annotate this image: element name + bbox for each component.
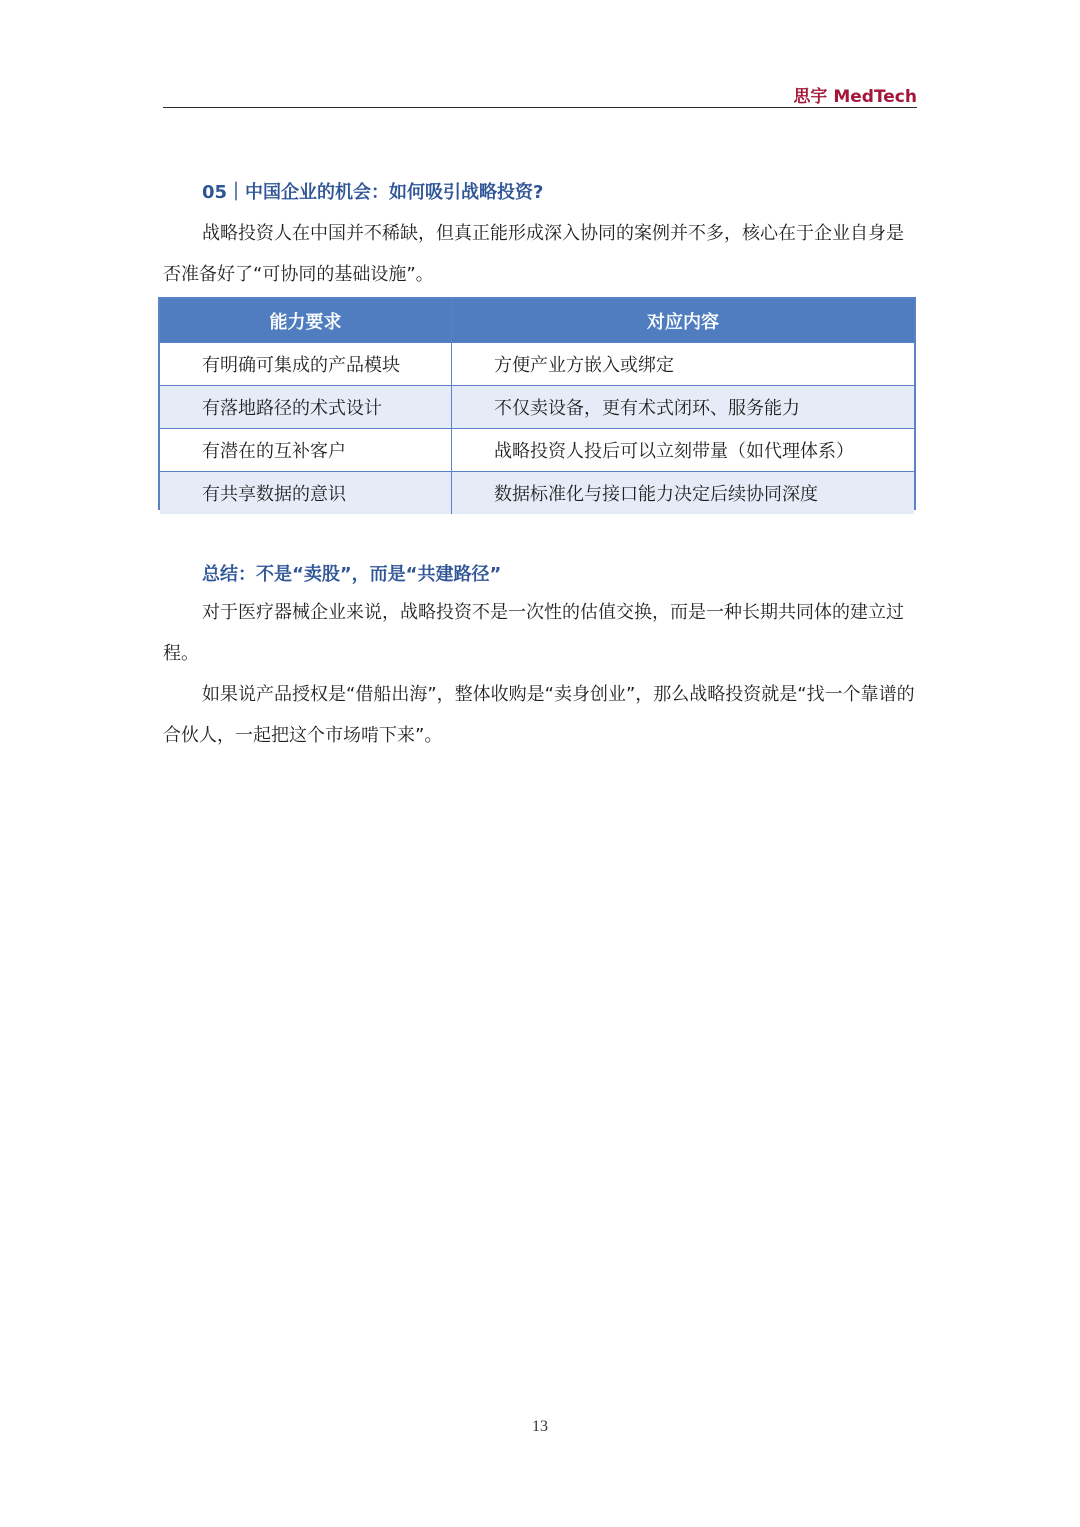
table-row: [160, 471, 914, 514]
summary-paragraph: [163, 674, 917, 756]
section-intro-text: 战略投资人在中国并不稀缺，但真正能形成深入协同的案例并不多，核心在于企业自身是否准备好了“可协同的基础设施”。: [163, 223, 904, 285]
section-intro-paragraph: [163, 213, 917, 295]
table-cell-capability: 有潜在的互补客户: [160, 429, 452, 471]
table-cell-capability: 有明确可集成的产品模块: [160, 343, 452, 385]
table-header-content: 对应内容: [647, 311, 719, 333]
table-row: [160, 385, 914, 428]
table-cell-content: 数据标准化与接口能力决定后续协同深度: [494, 484, 818, 505]
summary-paragraph-text: 对于医疗器械企业来说，战略投资不是一次性的估值交换，而是一种长期共同体的建立过程。: [163, 602, 904, 664]
table-row: [160, 428, 914, 471]
page-number: 13: [532, 1418, 548, 1435]
table-cell-capability: 有共享数据的意识: [160, 472, 452, 514]
header-divider: [163, 107, 917, 108]
summary-paragraph-text: 如果说产品授权是“借船出海”，整体收购是“卖身创业”，那么战略投资就是“找一个靠谱的合伙人，一起把这个市场啃下来”。: [163, 684, 915, 746]
summary-paragraph: [163, 592, 917, 674]
table-cell-capability: 有落地路径的术式设计: [160, 386, 452, 428]
table-header-row: [160, 299, 914, 342]
table-header-capability: 能力要求: [160, 299, 452, 342]
header-brand: 思宇 MedTech: [793, 87, 917, 107]
table-cell-content: 不仅卖设备，更有术式闭环、服务能力: [494, 398, 800, 419]
section-heading: 05｜中国企业的机会：如何吸引战略投资?: [202, 182, 544, 203]
summary-heading: 总结：不是“卖股”，而是“共建路径”: [202, 564, 502, 585]
table-cell-content: 方便产业方嵌入或绑定: [494, 355, 674, 376]
capability-table: [158, 297, 916, 510]
table-row: [160, 342, 914, 385]
table-cell-content: 战略投资人投后可以立刻带量（如代理体系）: [494, 441, 854, 462]
